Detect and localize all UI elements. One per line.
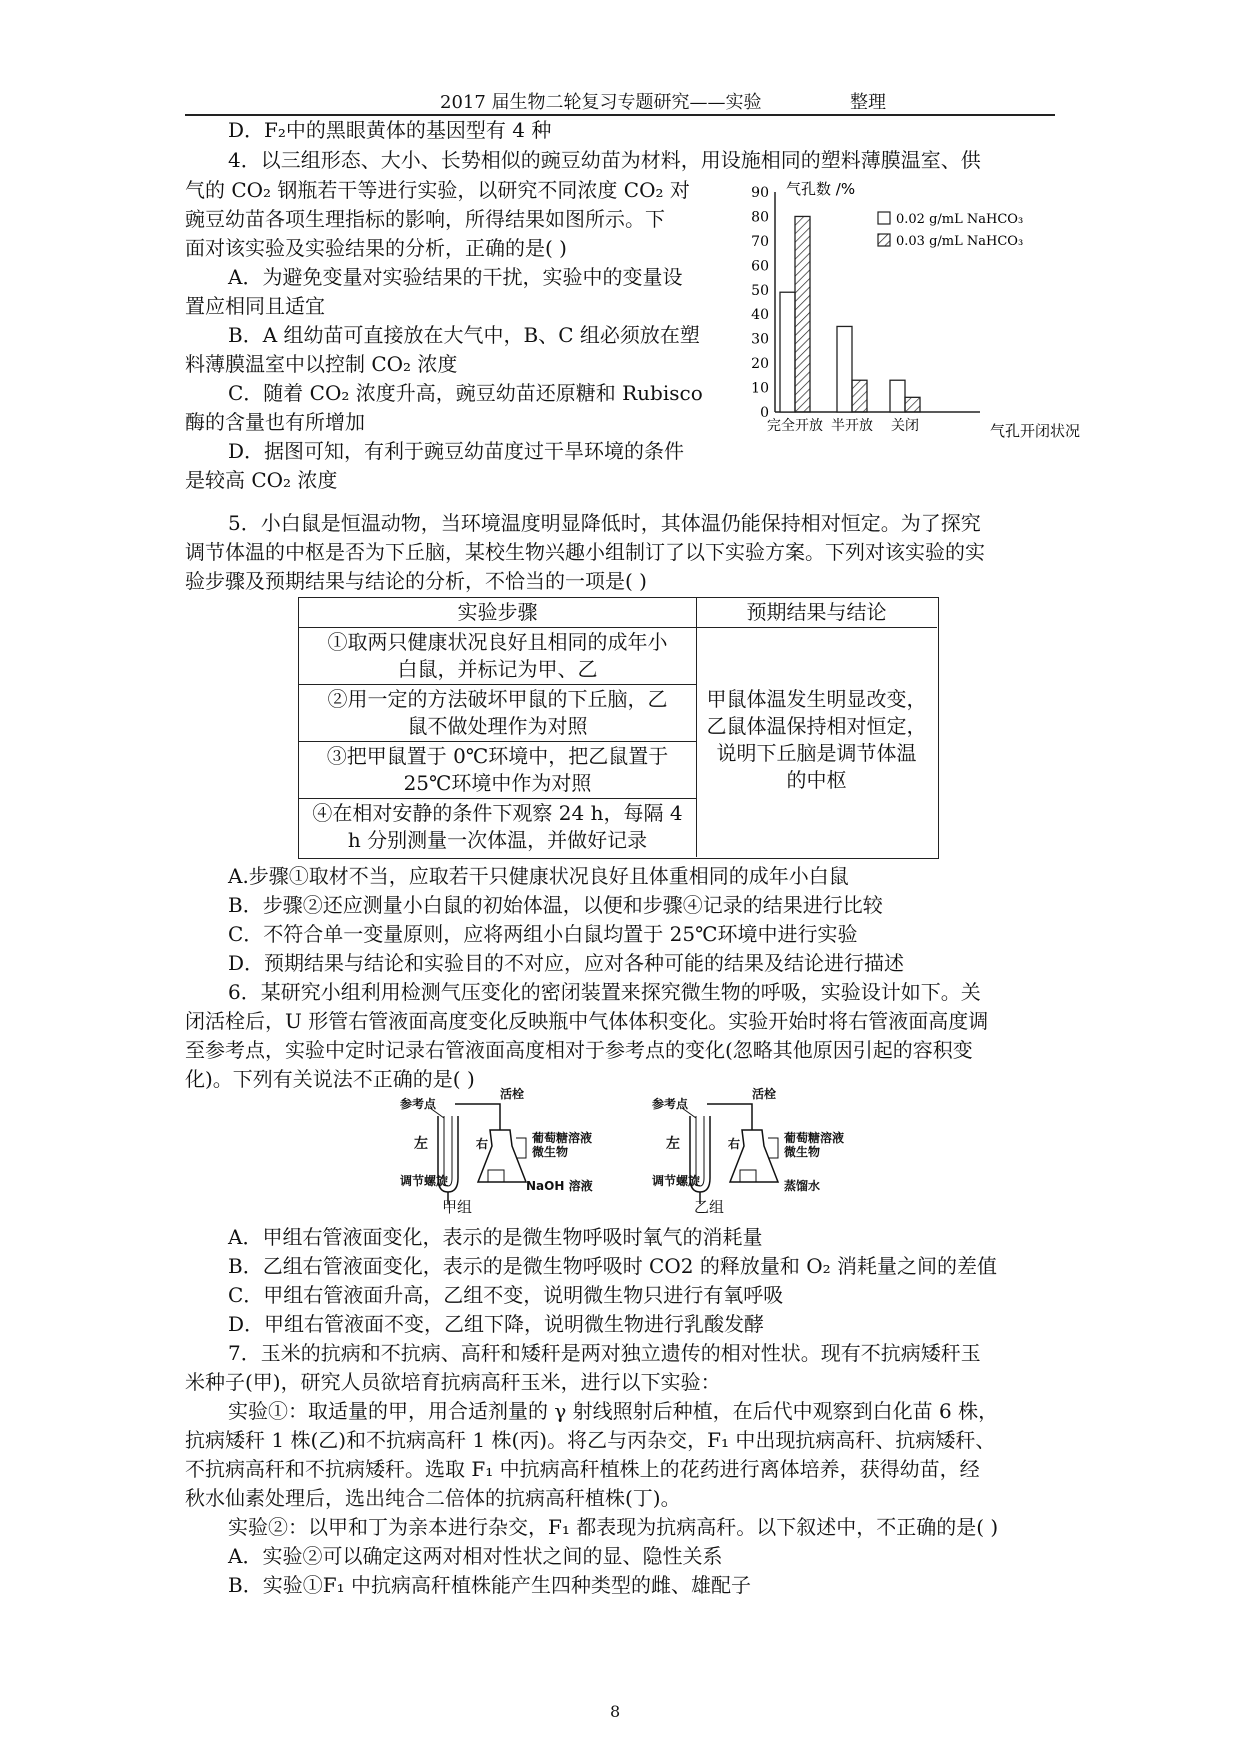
bar-open-1: [837, 326, 852, 412]
y-tick-label: 0: [760, 405, 769, 421]
q5-stem-line-1: 5．小白鼠是恒温动物，当环境温度明显降低时，其体温仍能保持相对恒定。为了探究: [228, 511, 981, 535]
q4-stem-line-1: 4．以三组形态、大小、长势相似的豌豆幼苗为材料，用设施相同的塑料薄膜温室、供: [228, 148, 981, 172]
table-step-2: [299, 686, 696, 740]
q6-option-c: C．甲组右管液面升高，乙组不变，说明微生物只进行有氧呼吸: [228, 1283, 784, 1307]
label-group-b: 乙组: [694, 1198, 725, 1216]
apparatus-group-a: [400, 1086, 593, 1216]
x-category-label: 半开放: [831, 418, 873, 434]
chart-xlabel: 气孔开闭状况: [990, 422, 1081, 440]
page-number: 8: [610, 1702, 621, 1721]
label-right-tube-b: 右: [728, 1137, 741, 1151]
q4-option-b-1: B．A 组幼苗可直接放在大气中，B、C 组必须放在塑: [228, 323, 700, 347]
q7-stem-line-1: 7．玉米的抗病和不抗病、高秆和矮秆是两对独立遗传的相对性状。现有不抗病矮秆玉: [228, 1341, 981, 1365]
label-right-tube-a: 右: [476, 1137, 489, 1151]
table-header-divider: [299, 627, 937, 628]
q7-stem-line-7: 实验②：以甲和丁为亲本进行杂交，F₁ 都表现为抗病高秆。以下叙述中，不正确的是( ): [228, 1515, 999, 1539]
page-header: [185, 88, 1055, 116]
table-result-line-3: 说明下丘脑是调节体温: [716, 741, 917, 765]
label-microbe-b: 微生物: [784, 1145, 821, 1159]
legend-swatch-hatch: [878, 234, 890, 246]
table-step-1-line-1: ①取两只健康状况良好且相同的成年小: [327, 630, 668, 654]
bar-open-0: [780, 292, 795, 412]
q5-option-c: C．不符合单一变量原则，应将两组小白鼠均置于 25℃环境中进行实验: [228, 922, 858, 946]
label-left-tube-a: 左: [414, 1136, 428, 1152]
q4-stem-line-3: 豌豆幼苗各项生理指标的影响，所得结果如图所示。下: [185, 207, 665, 231]
y-tick-label: 20: [751, 356, 769, 373]
table-result-line-2: 乙鼠体温保持相对恒定，: [706, 714, 927, 738]
label-screw-a: 调节螺旋: [400, 1174, 449, 1188]
q6-stem-line-2: 闭活栓后，U 形管右管液面高度变化反映瓶中气体体积变化。实验开始时将右管液面高度调: [185, 1009, 989, 1033]
apparatus-group-b: [652, 1086, 844, 1216]
table-step-2-line-1: ②用一定的方法破坏甲鼠的下丘脑，乙: [327, 687, 668, 711]
table-step-1: [299, 629, 696, 683]
bar-hatch-1: [852, 380, 867, 412]
q4-option-c-2: 酶的含量也有所增加: [185, 410, 365, 434]
table-result-line-1: 甲鼠体温发生明显改变，: [706, 687, 927, 711]
q4-option-c-1: C．随着 CO₂ 浓度升高，豌豆幼苗还原糖和 Rubisco: [228, 381, 703, 405]
table-result: [696, 686, 937, 794]
y-tick-label: 60: [751, 258, 769, 275]
label-naoh-a: NaOH 溶液: [526, 1179, 593, 1193]
table-step-1-line-2: 白鼠，并标记为甲、乙: [397, 657, 598, 681]
table-step-3: [299, 743, 696, 797]
q5-option-d: D．预期结果与结论和实验目的不对应，应对各种可能的结果及结论进行描述: [228, 951, 905, 975]
label-group-a: 甲组: [442, 1198, 473, 1216]
y-tick-label: 70: [751, 233, 769, 250]
table-result-line-4: 的中枢: [786, 768, 847, 792]
table-step-4-line-1: ④在相对安静的条件下观察 24 h，每隔 4: [312, 801, 683, 825]
chart-legend: [878, 212, 1023, 249]
table-row-divider: [299, 798, 696, 799]
y-tick-label: 80: [751, 209, 769, 226]
table-step-3-line-1: ③把甲鼠置于 0℃环境中，把乙鼠置于: [326, 744, 669, 768]
q7-stem-line-5: 不抗病高秆和不抗病矮秆。选取 F₁ 中抗病高秆植株上的花药进行离体培养，获得幼苗，经: [185, 1457, 980, 1481]
respiration-apparatus-diagram: [400, 1086, 880, 1216]
q7-option-a: A．实验②可以确定这两对相对性状之间的显、隐性关系: [228, 1544, 723, 1568]
q5-option-b: B．步骤②还应测量小白鼠的初始体温，以便和步骤④记录的结果进行比较: [228, 893, 883, 917]
q4-option-b-2: 料薄膜温室中以控制 CO₂ 浓度: [185, 352, 458, 376]
table-step-4: [299, 800, 696, 854]
label-valve-a: 活栓: [500, 1087, 525, 1101]
q3-option-d: D．F₂中的黑眼黄体的基因型有 4 种: [228, 118, 552, 142]
q7-stem-line-3: 实验①：取适量的甲，用合适剂量的 γ 射线照射后种植，在后代中观察到白化苗 6 株，: [228, 1399, 999, 1423]
experiment-table: [298, 597, 939, 859]
q6-option-a: A．甲组右管液面变化，表示的是微生物呼吸时氧气的消耗量: [228, 1225, 763, 1249]
label-ref-point-a: 参考点: [400, 1097, 437, 1111]
q4-option-a-1: A．为避免变量对实验结果的干扰，实验中的变量设: [228, 265, 683, 289]
table-row-divider: [299, 741, 696, 742]
q7-stem-line-4: 抗病矮秆 1 株(乙)和不抗病高秆 1 株(丙)。将乙与丙杂交，F₁ 中出现抗病高秆、抗病矮秆、: [185, 1428, 996, 1452]
q5-stem-line-3: 验步骤及预期结果与结论的分析，不恰当的一项是( ): [185, 569, 647, 593]
q5-stem-line-2: 调节体温的中枢是否为下丘脑，某校生物兴趣小组制订了以下实验方案。下列对该实验的实: [185, 540, 985, 564]
q4-option-d-2: 是较高 CO₂ 浓度: [185, 468, 338, 492]
table-header-result: 预期结果与结论: [746, 600, 887, 624]
label-left-tube-b: 左: [666, 1136, 680, 1152]
header-title: 2017 届生物二轮复习专题研究——实验: [440, 92, 762, 113]
q7-stem-line-2: 米种子(甲)，研究人员欲培育抗病高秆玉米，进行以下实验：: [185, 1370, 721, 1394]
bar-open-2: [890, 380, 905, 412]
x-category-label: 完全开放: [767, 418, 823, 434]
label-microbe-a: 微生物: [532, 1145, 569, 1159]
label-valve-b: 活栓: [752, 1087, 777, 1101]
bar-hatch-0: [795, 216, 810, 412]
y-tick-label: 10: [751, 380, 769, 397]
label-ref-point-b: 参考点: [652, 1097, 689, 1111]
legend-swatch-open: [878, 212, 890, 224]
label-water-b: 蒸馏水: [784, 1179, 821, 1193]
q4-stem-line-4: 面对该实验及实验结果的分析，正确的是( ): [185, 236, 567, 260]
bar-hatch-2: [905, 397, 920, 412]
chart-ylabel: 气孔数 /%: [786, 180, 856, 198]
q6-stem-line-4: 化)。下列有关说法不正确的是( ): [185, 1067, 475, 1091]
x-category-label: 关闭: [891, 418, 919, 434]
q7-option-b: B．实验①F₁ 中抗病高秆植株能产生四种类型的雌、雄配子: [228, 1573, 751, 1597]
label-screw-b: 调节螺旋: [652, 1174, 701, 1188]
q4-stem-line-2: 气的 CO₂ 钢瓶若干等进行实验，以研究不同浓度 CO₂ 对: [185, 178, 690, 202]
q6-option-d: D．甲组右管液面不变，乙组下降，说明微生物进行乳酸发酵: [228, 1312, 765, 1336]
q4-option-d-1: D．据图可知，有利于豌豆幼苗度过干旱环境的条件: [228, 439, 685, 463]
stomata-bar-chart: [740, 178, 1110, 448]
q6-option-b: B．乙组右管液面变化，表示的是微生物呼吸时 CO2 的释放量和 O₂ 消耗量之间的差值: [228, 1254, 997, 1278]
table-step-3-line-2: 25℃环境中作为对照: [403, 771, 592, 795]
legend-series-1: 0.02 g/mL NaHCO₃: [896, 212, 1024, 227]
label-solution-a: 葡萄糖溶液: [532, 1131, 593, 1145]
q7-stem-line-6: 秋水仙素处理后，选出纯合二倍体的抗病高秆植株(丁)。: [185, 1486, 681, 1510]
legend-series-2: 0.03 g/mL NaHCO₃: [896, 234, 1024, 249]
q5-option-a: A.步骤①取材不当，应取若干只健康状况良好且体重相同的成年小白鼠: [228, 864, 849, 888]
q4-option-a-2: 置应相同且适宜: [185, 294, 325, 318]
y-tick-label: 30: [751, 331, 769, 348]
table-step-4-line-2: h 分别测量一次体温，并做好记录: [347, 828, 648, 852]
q6-stem-line-3: 至参考点，实验中定时记录右管液面高度相对于参考点的变化(忽略其他原因引起的容积变: [185, 1038, 973, 1062]
table-header-steps: 实验步骤: [457, 600, 538, 624]
q6-stem-line-1: 6．某研究小组利用检测气压变化的密闭装置来探究微生物的呼吸，实验设计如下。关: [228, 980, 981, 1004]
label-solution-b: 葡萄糖溶液: [784, 1131, 845, 1145]
y-tick-label: 90: [751, 185, 769, 201]
y-tick-label: 50: [751, 282, 769, 299]
table-step-2-line-2: 鼠不做处理作为对照: [407, 714, 588, 738]
header-tag: 整理: [850, 92, 886, 113]
y-tick-label: 40: [751, 307, 769, 324]
table-row-divider: [299, 684, 696, 685]
